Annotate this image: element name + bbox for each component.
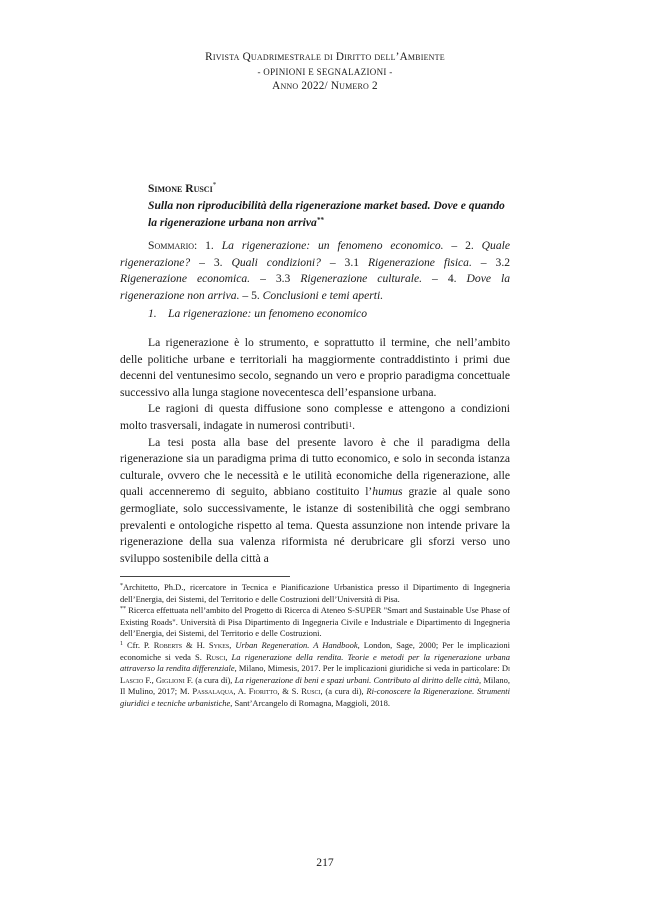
summary-num-4: – 4. xyxy=(422,272,467,286)
fn3-author-giglioni: Giglioni xyxy=(155,674,185,685)
fn3-part-k: , & S. xyxy=(277,686,302,697)
running-header xyxy=(0,50,650,94)
footnotes xyxy=(120,582,510,710)
journal-issue: Anno 2022/ Numero 2 xyxy=(272,80,378,92)
footnote-separator xyxy=(120,576,290,577)
journal-section: - OPINIONI E SEGNALAZIONI - xyxy=(257,66,393,77)
paragraph-2 xyxy=(120,401,510,434)
summary-num-3: – 3. xyxy=(190,255,232,269)
fn3-author-rusci-2: Rusci xyxy=(301,686,321,697)
fn3-part-h: F. (a cura di), xyxy=(184,674,235,685)
fn3-part-b: & H. xyxy=(182,639,209,650)
footnote-title-text: Ricerca effettuata nell’ambito del Progetto di Ricerca di Ateneo S-SUPER "Smart and Sustainable Use Phase of Existing Roads". Università di Pisa Dipartimento di Ingegneria Civile e Industriale e Dipartimento di Ingegneria dell’Energia, dei Sistemi, del Territorio e delle Costruzioni. xyxy=(120,605,510,639)
page-number: 217 xyxy=(316,856,334,869)
footnote-mark-title: ** xyxy=(120,606,126,613)
summary-label: Sommario xyxy=(148,239,195,252)
fn3-author-sykes: Sykes xyxy=(208,639,230,650)
fn3-author-roberts: Roberts xyxy=(153,639,183,650)
summary-num-5: – 5. xyxy=(239,288,263,302)
footnote-1 xyxy=(120,640,510,710)
fn3-part-m: , Sant’Arcangelo di Romagna, Maggioli, 2018. xyxy=(230,697,391,708)
summary-item-2[interactable]: Quale rigenerazione? xyxy=(120,239,511,269)
footnote-ref-1[interactable]: 1 xyxy=(348,420,353,429)
summary-num-3-1: – 3.1 xyxy=(320,255,368,269)
fn3-part-j: , A. xyxy=(233,686,249,697)
fn3-part-a: Cfr. P. xyxy=(123,639,154,650)
footnote-mark-1: 1 xyxy=(120,640,123,647)
paragraph-3-text-b: grazie al quale sono germogliate, solo successivamente, le istanze di sostenibilità che oggi sembrano prevalenti e ontologiche rispetto al tema. Questa assunzione non intende privare la rigenerazione della sua valenza riformista né derubricare gli sforzi verso uno sviluppo sostenibile della città a xyxy=(120,485,510,565)
article-title xyxy=(148,197,508,231)
footnote-author-text: Architetto, Ph.D., ricercatore in Tecnica e Pianificazione Urbanistica presso il Dipartimento di Ingegneria dell’Energia, dei Sistemi, del Territorio e delle Costruzioni dell’Università di Pisa. xyxy=(120,582,510,604)
summary-num-3-2: – 3.2 xyxy=(471,255,511,269)
title-footnote-mark[interactable]: ** xyxy=(316,216,324,224)
fn3-author-dilascio: Di Lascio xyxy=(120,663,510,685)
fn3-book-4: Ri-conoscere la Rigenerazione. Strumenti giuridici e tecniche urbanistiche xyxy=(120,686,510,708)
section-number: 1. xyxy=(148,307,157,320)
paragraph-2-text: Le ragioni di questa diffusione sono complesse e attengono a condizioni molto trasversali, indagate in numerosi contributi xyxy=(120,402,510,432)
article-title-text: Sulla non riproducibilità della rigenerazione market based. Dove e quando la rigenerazione urbana non arriva xyxy=(148,199,505,229)
fn3-part-e: , xyxy=(225,651,232,662)
footnote-title xyxy=(120,605,510,640)
paragraph-3 xyxy=(120,435,510,568)
summary-num-3-3: – 3.3 xyxy=(250,272,301,286)
fn3-book-1: Urban Regeneration. A Handbook xyxy=(235,639,358,650)
fn3-part-i: , Milano, Il Mulino, 2017; M. xyxy=(120,674,511,697)
journal-title: Rivista Quadrimestrale di Diritto dell’Ambiente xyxy=(205,51,445,63)
section-heading xyxy=(148,307,367,320)
footnote-author xyxy=(120,582,510,605)
summary-item-3-3[interactable]: Rigenerazione culturale. xyxy=(300,272,423,286)
paragraph-2-end: . xyxy=(352,418,356,432)
author-name xyxy=(148,183,216,195)
summary-num-2: – 2. xyxy=(443,239,482,252)
summary-item-1[interactable]: La rigenerazione: un fenomeno economico. xyxy=(221,239,444,252)
fn3-part-g: F., xyxy=(143,674,156,685)
summary-item-3-2[interactable]: Rigenerazione economica. xyxy=(120,272,251,286)
fn3-book-3: La rigenerazione di beni e spazi urbani. Contributo al diritto delle città xyxy=(234,674,480,685)
footnote-mark-author: * xyxy=(120,583,123,589)
paragraph-1: La rigenerazione è lo strumento, e soprattutto il termine, che nell’ambito delle politiche urbane e territoriali ha maggiormente contraddistinto i primi due decenni del ventunesimo secolo, segnando un vero e proprio paradigma concettuale successivo alla lunga stagione novecentesca dell’espansione urbana. xyxy=(120,336,510,399)
fn3-author-passalaqua: Passalaqua xyxy=(192,686,234,697)
fn3-author-rusci-1: Rusci xyxy=(205,651,226,662)
author-footnote-mark[interactable]: * xyxy=(212,181,217,189)
fn3-author-fioritto: Fioritto xyxy=(248,686,278,697)
summary xyxy=(120,238,510,304)
fn3-part-f: , Milano, Mimesis, 2017. Per le implicazioni giuridiche si veda in particolare: xyxy=(234,663,502,674)
summary-item-3[interactable]: Quali condizioni? xyxy=(231,255,321,269)
fn3-part-c: , xyxy=(229,639,236,650)
body-paragraphs xyxy=(120,335,510,567)
author-name-text: Simone Rusci xyxy=(148,183,213,195)
summary-item-4[interactable]: Dove la rigenerazione non arriva. xyxy=(120,272,510,302)
fn3-part-d: , London, Sage, 2000; Per le implicazioni economiche si veda S. xyxy=(120,639,511,662)
summary-item-3-1[interactable]: Rigenerazione fisica. xyxy=(367,255,472,269)
summary-num-1: : 1. xyxy=(194,239,222,252)
section-title: La rigenerazione: un fenomeno economico xyxy=(168,307,367,320)
fn3-book-2: La rigenerazione della rendita. Teorie e metodi per la rigenerazione urbana attraverso la rendita differenziale xyxy=(120,651,510,674)
summary-item-5[interactable]: Conclusioni e temi aperti. xyxy=(262,288,384,302)
paragraph-3-humus: humus xyxy=(372,485,403,499)
fn3-part-l: , (a cura di), xyxy=(320,686,367,697)
paragraph-3-text-a: La tesi posta alla base del presente lavoro è che il paradigma della rigenerazione sia un paradigma prima di tutto economico, e solo in seconda istanza culturale, ovvero che le necessità e le utilità economiche della rigenerazione, alle quali accenneremo di seguito, abbiano costituito l’ xyxy=(120,435,510,499)
